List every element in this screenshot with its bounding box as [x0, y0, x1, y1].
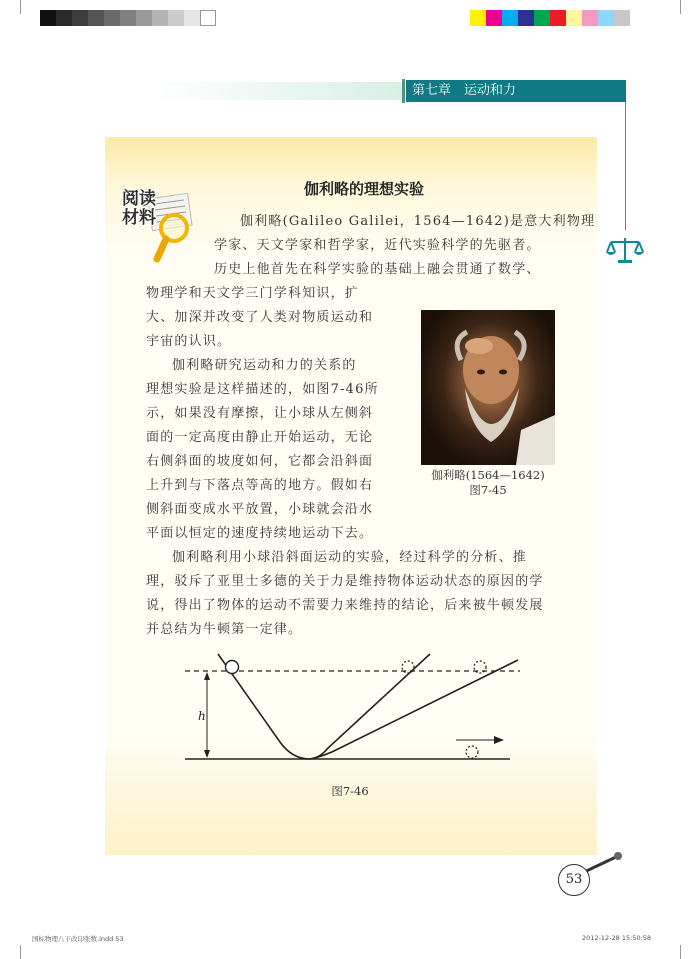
color-swatch [470, 10, 486, 26]
gray-swatch [104, 10, 120, 26]
color-swatch [486, 10, 502, 26]
paragraph-1-line: 物理学和天文学三门学科知识，扩 [146, 286, 360, 301]
crop-mark [20, 945, 21, 959]
paragraph-2-line: 平面以恒定的速度持续地运动下去。 [146, 526, 374, 541]
ball-steep-slope [402, 661, 414, 673]
article-title: 伽利略的理想实验 [303, 180, 424, 198]
gray-swatch [120, 10, 136, 26]
paragraph-3-line: 说，得出了物体的运动不需要力来维持的结论，后来被牛顿发展 [146, 598, 544, 613]
paragraph-2-line: 示，如果没有摩擦，让小球从左侧斜 [146, 406, 374, 421]
color-calibration-bar [470, 10, 630, 26]
ball-horizontal [466, 746, 478, 758]
gray-swatch [200, 10, 216, 26]
crop-mark [680, 0, 681, 14]
paragraph-1-line: 宇宙的认识。 [146, 334, 232, 349]
ball-start [226, 661, 239, 674]
ball-shallow-slope [474, 661, 486, 673]
paragraph-2-line: 右侧斜面的坡度如何，它都会沿斜面 [146, 454, 374, 469]
paragraph-1-line: 学家、天文学家和哲学家，近代实验科学的先驱者。 [214, 238, 541, 253]
arrow-right-icon [494, 736, 504, 744]
paragraph-2-line: 侧斜面变成水平放置，小球就会沿水 [146, 502, 374, 517]
side-rule [625, 102, 626, 230]
figure-7-45-label: 图7-45 [469, 483, 507, 497]
color-swatch [534, 10, 550, 26]
paragraph-1-line: 大、加深并改变了人类对物质运动和 [146, 310, 374, 325]
paragraph-2-line: 理想实验是这样描述的，如图7-46所 [146, 382, 379, 397]
gray-swatch [152, 10, 168, 26]
crop-mark [20, 0, 21, 14]
timestamp-slug: 2012-12-28 15:50:58 [582, 934, 652, 942]
gray-swatch [40, 10, 56, 26]
balance-scale-icon [605, 236, 645, 266]
paragraph-2-line: 上升到与下落点等高的地方。假如右 [146, 478, 374, 493]
reading-badge-line2: 材料 [122, 208, 156, 228]
paragraph-2-line: 面的一定高度由静止开始运动，无论 [146, 430, 374, 445]
paragraph-2-line: 伽利略研究运动和力的关系的 [172, 358, 357, 373]
color-swatch [550, 10, 566, 26]
paragraph-3-line: 并总结为牛顿第一定律。 [146, 622, 303, 637]
paragraph-1-line: 历史上他首先在科学实验的基础上融会贯通了数学、 [214, 262, 541, 277]
inclined-plane-diagram [180, 650, 520, 770]
portrait-illustration [421, 310, 555, 465]
crop-mark [680, 945, 681, 959]
gray-swatch [72, 10, 88, 26]
gray-swatch [168, 10, 184, 26]
gray-swatch [184, 10, 200, 26]
paragraph-3-line: 理，驳斥了亚里士多德的关于力是维持物体运动状态的原因的学 [146, 574, 544, 589]
paragraph-1-line: 伽利略(Galileo Galilei，1564—1642)是意大利物理 [240, 214, 596, 229]
portrait-caption-name: 伽利略(1564—1642) [431, 468, 545, 482]
color-swatch [614, 10, 630, 26]
figure-7-45-caption [421, 468, 555, 498]
gray-calibration-bar [40, 10, 216, 26]
chapter-header-divider [402, 79, 405, 103]
color-swatch [518, 10, 534, 26]
height-label: h [198, 709, 206, 723]
page-number: 53 [558, 864, 590, 896]
gray-swatch [56, 10, 72, 26]
color-swatch [598, 10, 614, 26]
file-slug: 国标物理八下改印张数.indd 53 [32, 935, 124, 943]
color-swatch [502, 10, 518, 26]
gray-swatch [136, 10, 152, 26]
chapter-header-gradient [150, 82, 402, 100]
color-swatch [566, 10, 582, 26]
color-swatch [582, 10, 598, 26]
figure-7-46-caption: 图7-46 [331, 784, 369, 798]
paragraph-3-line: 伽利略利用小球沿斜面运动的实验，经过科学的分析、推 [172, 550, 528, 565]
gray-swatch [88, 10, 104, 26]
reading-badge-line1: 阅读 [122, 189, 156, 209]
galileo-portrait [421, 310, 555, 465]
chapter-title: 第七章 运动和力 [406, 80, 626, 102]
